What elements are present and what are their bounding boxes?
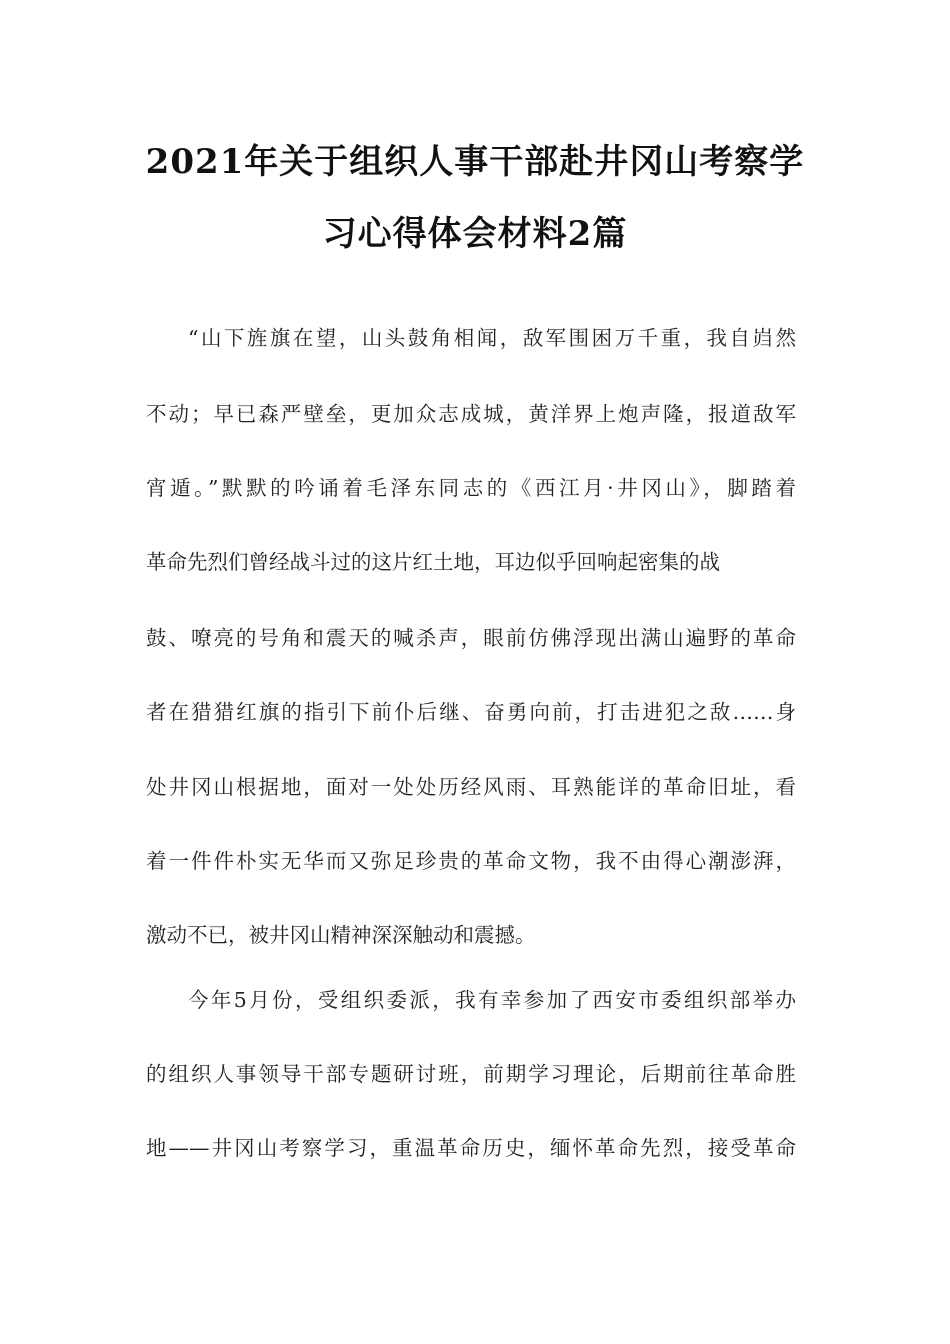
paragraph-1-line-2: 不动；早已森严壁垒，更加众志成城，黄洋界上炮声隆，报道敌军 <box>146 402 796 426</box>
paragraph-2-line-3: 地——井冈山考察学习，重温革命历史，缅怀革命先烈，接受革命 <box>146 1136 796 1160</box>
paragraph-2-line-2: 的组织人事领导干部专题研讨班，前期学习理论，后期前往革命胜 <box>146 1062 796 1086</box>
paragraph-1-line-5: 鼓、嘹亮的号角和震天的喊杀声，眼前仿佛浮现出满山遍野的革命 <box>146 626 796 650</box>
paragraph-1-line-3: 宵遁。”默默的吟诵着毛泽东同志的《西江月·井冈山》，脚踏着 <box>146 476 796 500</box>
paragraph-1-line-6: 者在猎猎红旗的指引下前仆后继、奋勇向前，打击进犯之敌……身 <box>146 700 796 724</box>
paragraph-1-line-8: 着一件件朴实无华而又弥足珍贵的革命文物，我不由得心潮澎湃， <box>146 849 796 873</box>
document-title-line-2: 习心得体会材料2篇 <box>322 214 628 254</box>
paragraph-1-line-9: 激动不已，被井冈山精神深深触动和震撼。 <box>146 923 536 947</box>
document-title-line-1: 2021年关于组织人事干部赴井冈山考察学 <box>145 142 805 182</box>
paragraph-1-line-7: 处井冈山根据地，面对一处处历经风雨、耳熟能详的革命旧址，看 <box>146 775 796 799</box>
paragraph-1-line-1: “山下旌旗在望，山头鼓角相闻，敌军围困万千重，我自岿然 <box>188 326 796 350</box>
paragraph-1-line-4: 革命先烈们曾经战斗过的这片红土地，耳边似乎回响起密集的战 <box>146 550 720 574</box>
paragraph-2-line-1: 今年5月份，受组织委派，我有幸参加了西安市委组织部举办 <box>188 988 796 1012</box>
